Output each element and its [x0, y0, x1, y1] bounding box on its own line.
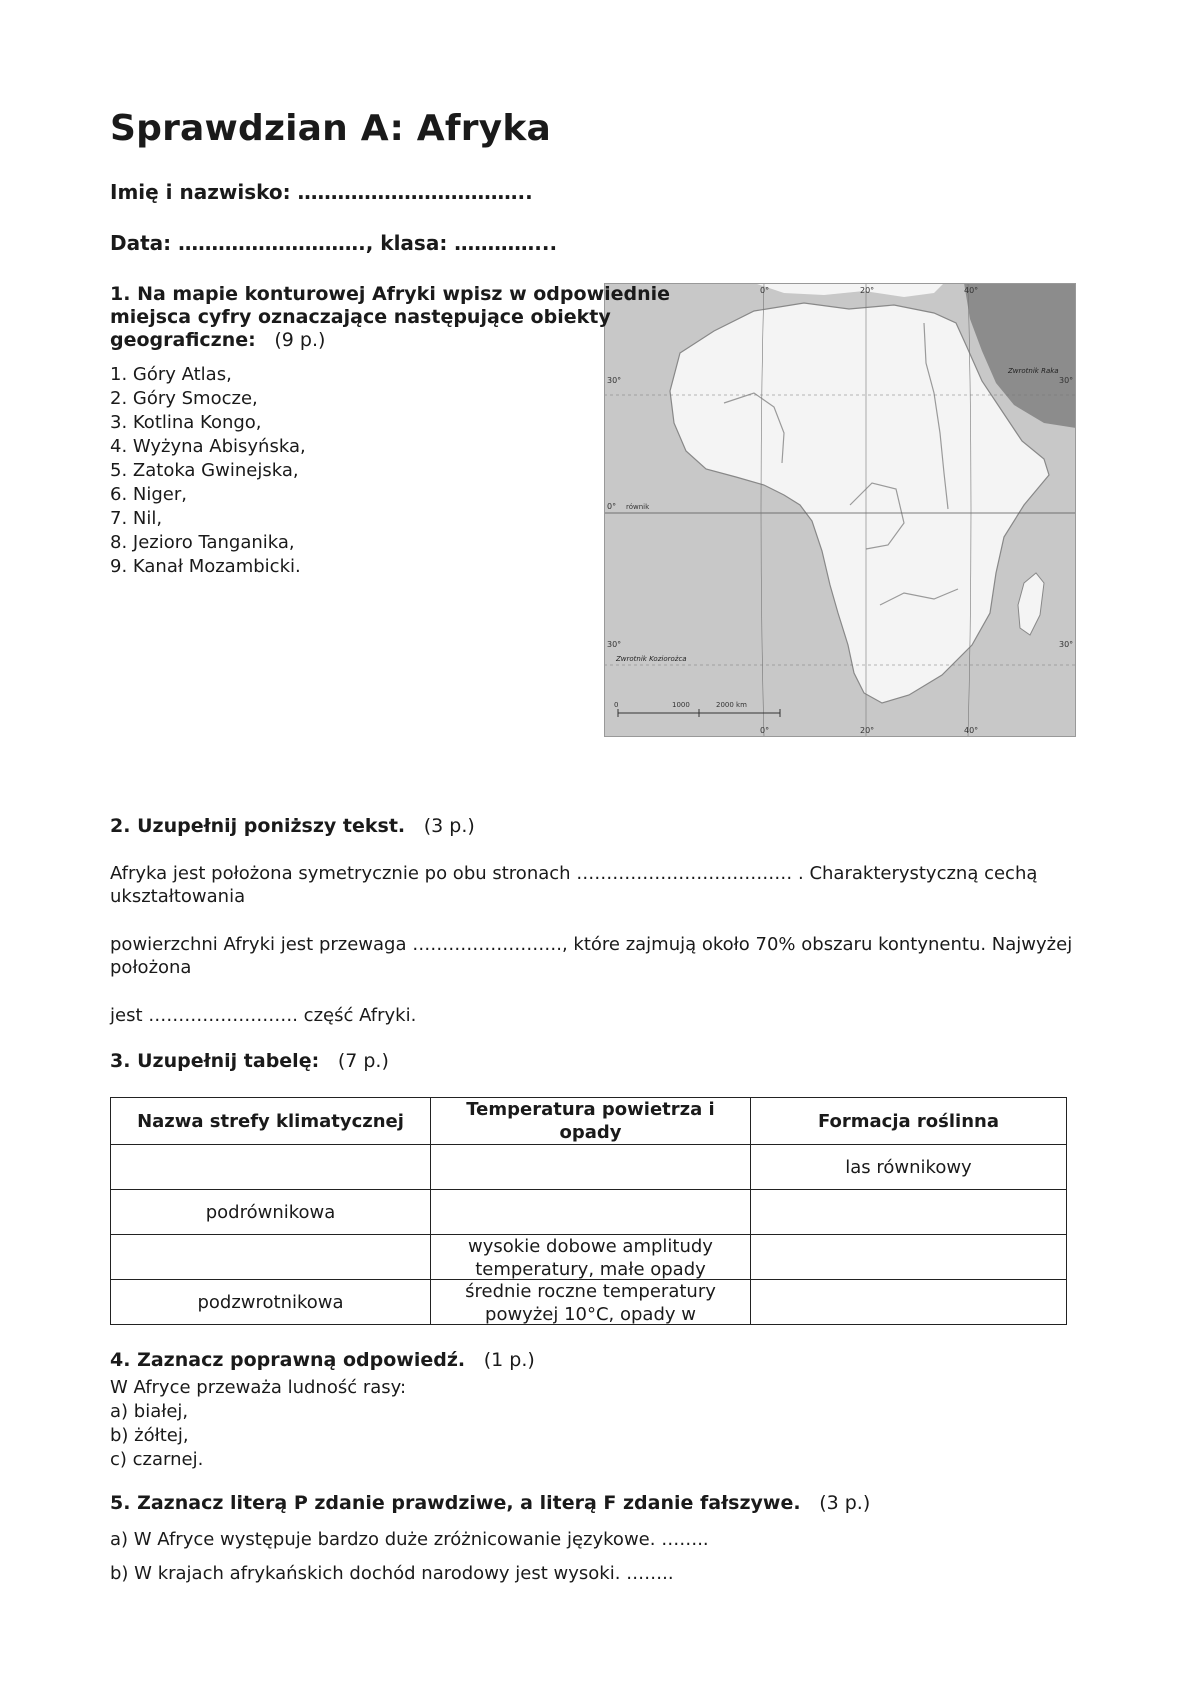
list-item: 9. Kanał Mozambicki. — [110, 556, 301, 577]
table-row — [111, 1145, 1067, 1190]
table-header-row — [111, 1098, 1067, 1145]
list-item: 6. Niger, — [110, 484, 187, 505]
q5-prompt — [110, 1492, 870, 1514]
q1-prompt — [110, 283, 720, 352]
table-cell[interactable] — [431, 1235, 751, 1280]
name-field-line: Imię i nazwisko: …………………………….. — [110, 180, 533, 204]
scale-label: 0 — [614, 701, 619, 709]
q4-points: (1 p.) — [483, 1349, 535, 1371]
cell-text: wysokie dobowe amplitudy temperatury, małe opady — [468, 1236, 713, 1279]
table-cell[interactable] — [431, 1145, 751, 1190]
table-row — [111, 1235, 1067, 1280]
table-cell[interactable] — [431, 1190, 751, 1235]
cell-text: podrównikowa — [205, 1201, 336, 1223]
q1-number: 1. — [110, 283, 131, 305]
q2-prompt — [110, 815, 475, 837]
cell-text: podzwrotnikowa — [197, 1291, 344, 1313]
table-row — [111, 1190, 1067, 1235]
climate-table — [110, 1097, 1067, 1325]
map-right-lat: 30° — [1059, 376, 1074, 385]
table-cell[interactable] — [111, 1235, 431, 1280]
table-row — [111, 1280, 1067, 1325]
q2-paragraph-3: jest ……………………. część Afryki. — [110, 1005, 417, 1026]
map-left-lat: 30° — [607, 376, 622, 385]
answer-option[interactable]: a) białej, — [110, 1401, 189, 1422]
map-top-tick: 0° — [760, 286, 770, 295]
map-left-lat: 0° — [607, 502, 617, 511]
cell-text: las równikowy — [845, 1156, 972, 1178]
q3-number: 3. — [110, 1050, 131, 1072]
q2-paragraph-1: Afryka jest położona symetrycznie po obu stronach ……………………………… . Charakterystyczną cechą ukształtowania — [110, 863, 1038, 907]
q2-points: (3 p.) — [423, 815, 475, 837]
q3-text: Uzupełnij tabelę: — [137, 1050, 320, 1072]
q4-prompt — [110, 1349, 535, 1371]
q5-statement[interactable]: a) W Afryce występuje bardzo duże zróżnicowanie językowe. …….. — [110, 1529, 709, 1550]
answer-option[interactable]: c) czarnej. — [110, 1449, 204, 1470]
column-header: Formacja roślinna — [751, 1098, 1067, 1145]
q2-paragraph-2: powierzchni Afryki jest przewaga ……………………., które zajmują około 70% obszaru kontynentu. Najwyżej położona — [110, 934, 1073, 978]
q4-question: W Afryce przeważa ludność rasy: — [110, 1377, 407, 1398]
map-left-lat: 30° — [607, 640, 622, 649]
scale-label: 1000 — [672, 701, 690, 709]
q1-text: Na mapie konturowej Afryki wpisz w odpowiednie miejsca cyfry oznaczające następujące obiekty geograficzne: — [110, 283, 671, 351]
list-item: 7. Nil, — [110, 508, 163, 529]
list-item: 8. Jezioro Tanganika, — [110, 532, 295, 553]
column-header: Temperatura powietrza i opady — [431, 1098, 751, 1145]
q5-statement[interactable]: b) W krajach afrykańskich dochód narodowy jest wysoki. …….. — [110, 1563, 674, 1584]
column-header: Nazwa strefy klimatycznej — [111, 1098, 431, 1145]
q5-text: Zaznacz literą P zdanie prawdziwe, a literą F zdanie fałszywe. — [137, 1492, 801, 1514]
map-equator-label: równik — [626, 503, 650, 511]
answer-option[interactable]: b) żółtej, — [110, 1425, 189, 1446]
map-bottom-tick: 20° — [860, 726, 875, 735]
map-bottom-tick: 0° — [760, 726, 770, 735]
map-bottom-tick: 40° — [964, 726, 979, 735]
table-cell[interactable] — [111, 1145, 431, 1190]
q3-prompt — [110, 1050, 389, 1072]
table-cell[interactable] — [431, 1280, 751, 1325]
q4-number: 4. — [110, 1349, 131, 1371]
q3-points: (7 p.) — [337, 1050, 389, 1072]
q1-points: (9 p.) — [274, 329, 326, 351]
q2-text: Uzupełnij poniższy tekst. — [137, 815, 406, 837]
map-tropic-north-label: Zwrotnik Raka — [1008, 367, 1059, 375]
q4-body — [110, 1376, 406, 1472]
list-item: 5. Zatoka Gwinejska, — [110, 460, 299, 481]
table-cell[interactable] — [111, 1190, 431, 1235]
table-cell[interactable] — [751, 1145, 1067, 1190]
map-tropic-south-label: Zwrotnik Koziorożca — [616, 655, 687, 663]
table-cell[interactable] — [111, 1280, 431, 1325]
list-item: 1. Góry Atlas, — [110, 364, 232, 385]
list-item: 3. Kotlina Kongo, — [110, 412, 262, 433]
date-class-field-line: Data: ………………………., klasa: …………... — [110, 231, 558, 255]
map-right-lat: 30° — [1059, 640, 1074, 649]
list-item: 4. Wyżyna Abisyńska, — [110, 436, 306, 457]
q2-number: 2. — [110, 815, 131, 837]
q4-text: Zaznacz poprawną odpowiedź. — [137, 1349, 466, 1371]
map-top-tick: 20° — [860, 286, 875, 295]
scale-label: 2000 km — [716, 701, 747, 709]
cell-text: średnie roczne temperatury powyżej 10°C, opady w — [465, 1281, 716, 1324]
table-cell[interactable] — [751, 1190, 1067, 1235]
list-item: 2. Góry Smocze, — [110, 388, 258, 409]
q1-object-list — [110, 363, 306, 579]
map-top-tick: 40° — [964, 286, 979, 295]
q5-number: 5. — [110, 1492, 131, 1514]
q5-points: (3 p.) — [819, 1492, 871, 1514]
table-cell[interactable] — [751, 1280, 1067, 1325]
table-cell[interactable] — [751, 1235, 1067, 1280]
page-title: Sprawdzian A: Afryka — [110, 108, 551, 149]
